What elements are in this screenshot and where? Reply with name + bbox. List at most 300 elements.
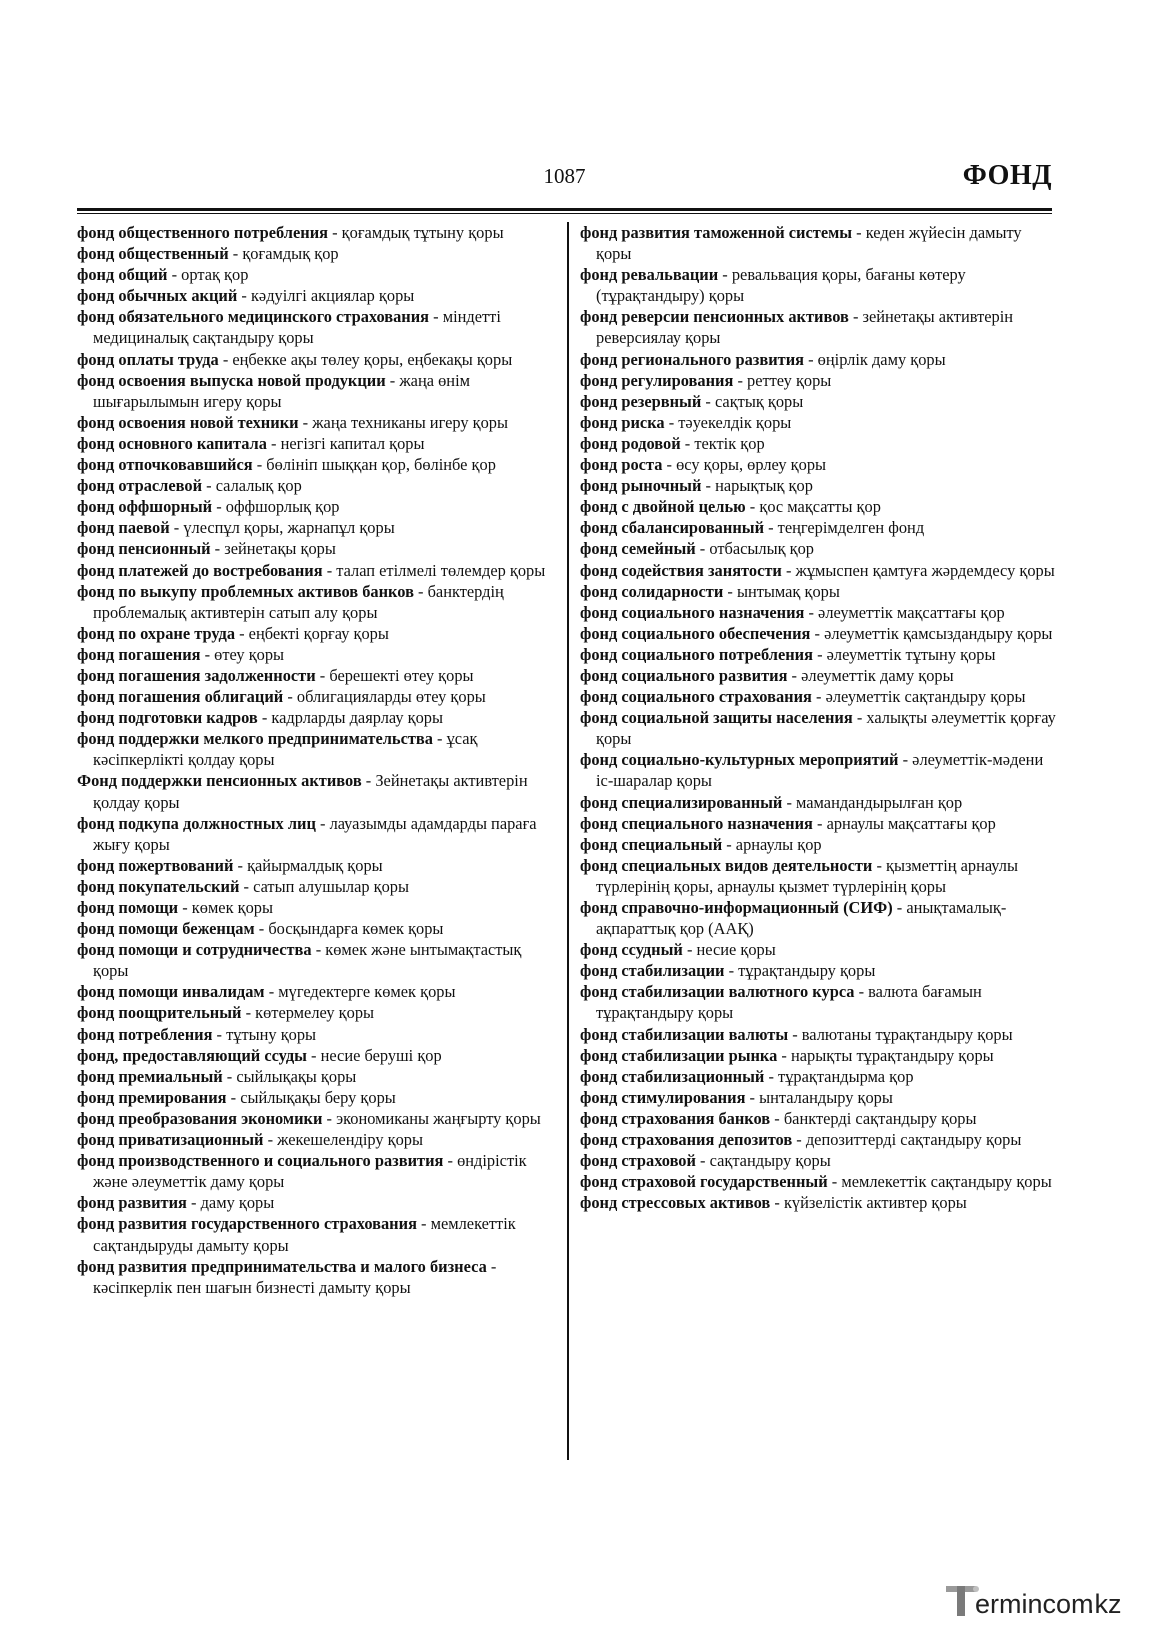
dictionary-entry: [77, 560, 557, 581]
entry-term: фонд регулирования: [580, 370, 734, 390]
entry-term: фонд страховой государственный: [580, 1172, 828, 1192]
entry-term: фонд социального развития: [580, 665, 788, 685]
entry-term: фонд с двойной целью: [580, 497, 746, 517]
dictionary-entry: [580, 306, 1060, 348]
dictionary-entry: [580, 517, 1060, 538]
entry-separator: -: [724, 961, 739, 981]
entry-definition: ұсақ кәсіпкерлікті қолдау қоры: [93, 729, 478, 770]
entry-definition: әлеуметтік даму қоры: [801, 665, 954, 685]
entry-definition: үлеспұл қоры, жарнапұл қоры: [183, 518, 395, 538]
entry-term: фонд специального назначения: [580, 813, 813, 833]
entry-term: фонд развития государственного страхования: [77, 1214, 417, 1234]
entry-term: фонд погашения задолженности: [77, 665, 316, 685]
entry-term: фонд приватизационный: [77, 1130, 264, 1150]
dictionary-entry: [580, 939, 1060, 960]
entry-definition: кәсіпкерлік пен шағын бизнесті дамыту қоры: [93, 1277, 411, 1297]
dictionary-entry: [77, 581, 557, 623]
entry-separator: -: [898, 750, 913, 770]
entry-definition: жекешелендіру қоры: [277, 1130, 424, 1150]
entry-separator: -: [226, 1087, 241, 1107]
entry-term: фонд оффшорный: [77, 497, 213, 517]
entry-separator: -: [228, 244, 243, 264]
entry-term: фонд погашения облигаций: [77, 687, 284, 707]
dictionary-entry: [77, 770, 557, 812]
entry-term: фонд общественного потребления: [77, 223, 329, 242]
entry-separator: -: [770, 1108, 784, 1128]
entry-term: фонд страхования депозитов: [580, 1130, 793, 1150]
dictionary-entry: [77, 623, 557, 644]
entry-definition: әлеуметтік тұтыну қоры: [826, 644, 996, 664]
dictionary-entry: [77, 728, 557, 770]
entry-definition: арнаулы қор: [735, 834, 822, 854]
dictionary-entry: [580, 1045, 1060, 1066]
entry-term: фонд риска: [580, 412, 665, 432]
column-divider: [567, 222, 569, 1460]
dictionary-entry: [580, 370, 1060, 391]
entry-definition: ревальвация қоры, бағаны көтеру (тұрақтандыру) қоры: [596, 265, 966, 306]
entry-separator: -: [486, 1256, 497, 1276]
entry-separator: -: [764, 518, 778, 538]
entry-term: фонд реверсии пенсионных активов: [580, 307, 849, 327]
entry-definition: босқындарға көмек қоры: [268, 919, 444, 939]
entry-definition: тұрақтандырма қор: [778, 1066, 914, 1086]
dictionary-entry: [77, 243, 557, 264]
entry-separator: -: [241, 1003, 256, 1023]
entry-definition: салалық қор: [215, 476, 302, 496]
dictionary-entry: [77, 1108, 557, 1129]
dictionary-entry: [77, 1150, 557, 1192]
dictionary-entry: [77, 876, 557, 897]
entry-definition: экономиканы жаңғырту қоры: [336, 1108, 541, 1128]
dictionary-entry: [77, 412, 557, 433]
entry-definition: кәдуілгі акциялар қоры: [250, 286, 415, 306]
entry-separator: -: [222, 1066, 237, 1086]
page-number: 1087: [543, 164, 586, 188]
entry-term: фонд специальных видов деятельности: [580, 855, 873, 875]
dictionary-entry: [77, 349, 557, 370]
entry-separator: -: [186, 1193, 201, 1213]
dictionary-entry: [580, 349, 1060, 370]
entry-term: фонд ревальвации: [580, 265, 719, 285]
entry-separator: -: [235, 623, 249, 643]
entry-definition: бөлініп шыққан қор, бөлінбе қор: [266, 455, 496, 475]
entry-separator: -: [695, 539, 710, 559]
dictionary-entry: [580, 623, 1060, 644]
entry-separator: -: [361, 771, 376, 791]
entry-separator: -: [812, 644, 827, 664]
entry-definition: лауазымды адамдарды параға жығу қоры: [93, 813, 537, 854]
entry-separator: -: [701, 391, 715, 411]
entry-separator: -: [848, 307, 863, 327]
entry-definition: ынталандыру қоры: [759, 1087, 893, 1107]
running-head-word: ФОНД: [962, 160, 1052, 191]
dictionary-entry: [77, 644, 557, 665]
entry-definition: нарықтық қор: [715, 476, 813, 496]
entry-separator: -: [178, 898, 192, 917]
entry-definition: жаңа өнім шығарылымын игеру қоры: [93, 370, 470, 411]
entry-separator: -: [322, 560, 337, 580]
entry-term: фонд помощи инвалидам: [77, 982, 265, 1002]
dictionary-entry: [77, 1192, 557, 1213]
dictionary-entry: [77, 1002, 557, 1023]
entry-term: фонд по охране труда: [77, 623, 236, 643]
dictionary-entry: [77, 433, 557, 454]
entry-separator: -: [202, 476, 216, 496]
entry-separator: -: [254, 919, 269, 939]
dictionary-entry: [580, 581, 1060, 602]
entry-definition: депозиттерді сақтандыру қоры: [805, 1130, 1022, 1150]
entry-term: фонд страхования банков: [580, 1108, 771, 1128]
entry-definition: сатып алушылар қоры: [253, 876, 410, 896]
entry-term: фонд семейный: [580, 539, 696, 559]
entry-term: фонд ссудный: [580, 940, 683, 960]
entry-definition: өсу қоры, өрлеу қоры: [676, 455, 827, 475]
entry-separator: -: [413, 581, 428, 601]
entry-separator: -: [239, 876, 254, 896]
entry-definition: кадрларды даярлау қоры: [271, 708, 444, 728]
entry-term: фонд премиальный: [77, 1066, 223, 1086]
dictionary-entry: [77, 707, 557, 728]
entry-definition: сыйлықақы қоры: [236, 1066, 357, 1086]
dictionary-entry: [77, 939, 557, 981]
entry-term: фонд солидарности: [580, 581, 724, 601]
entry-definition: несие беруші қор: [320, 1045, 442, 1065]
entry-definition: тәуекелдік қоры: [678, 412, 792, 432]
dictionary-entry: [580, 412, 1060, 433]
entry-term: фонд общественный: [77, 244, 229, 264]
dictionary-entry: [77, 1024, 557, 1045]
entry-term: фонд оплаты труда: [77, 349, 219, 369]
dictionary-entry: [580, 855, 1060, 897]
entry-separator: -: [827, 1172, 842, 1192]
dictionary-entry: [580, 749, 1060, 791]
dictionary-entry: [77, 454, 557, 475]
entry-definition: несие қоры: [696, 940, 776, 960]
dictionary-entry: [580, 792, 1060, 813]
entry-definition: еңбекті қорғау қоры: [248, 623, 389, 643]
entry-separator: -: [804, 349, 818, 369]
entry-term: фонд справочно-информационный (СИФ): [580, 898, 893, 917]
entry-separator: -: [723, 581, 737, 601]
entry-definition: тұтыну қоры: [226, 1024, 317, 1044]
dictionary-entry: [580, 644, 1060, 665]
entry-definition: өтеу қоры: [214, 644, 285, 664]
dictionary-entry: [580, 222, 1060, 264]
entry-definition: халықты әлеуметтік қорғау қоры: [596, 708, 1056, 749]
entry-definition: жаңа техниканы игеру қоры: [312, 412, 509, 432]
dictionary-entry: [77, 897, 557, 918]
dictionary-entry: [580, 1150, 1060, 1171]
dictionary-entry: [580, 538, 1060, 559]
entry-separator: -: [218, 349, 233, 369]
entry-separator: -: [810, 623, 825, 643]
entry-definition: арнаулы мақсаттағы қор: [826, 813, 996, 833]
dictionary-entry: [77, 517, 557, 538]
entry-term: фонд помощи: [77, 898, 179, 917]
entry-term: фонд содействия занятости: [580, 560, 782, 580]
entry-separator: -: [385, 370, 400, 390]
entry-term: фонд обычных акций: [77, 286, 238, 306]
entry-definition: ынтымақ қоры: [736, 581, 840, 601]
entry-term: фонд специализированный: [580, 792, 783, 812]
entry-separator: -: [167, 265, 182, 285]
dictionary-entry: [580, 475, 1060, 496]
entry-definition: оффшорлық қор: [225, 497, 340, 517]
entry-separator: -: [854, 982, 869, 1002]
dictionary-entry: [580, 1192, 1060, 1213]
dictionary-entry: [77, 1256, 557, 1298]
entry-separator: -: [787, 665, 802, 685]
entry-definition: көмек және ынтымақтастық қоры: [93, 940, 522, 981]
entry-separator: -: [664, 412, 679, 432]
entry-definition: даму қоры: [200, 1193, 275, 1213]
entry-definition: қоғамдық тұтыну қоры: [341, 223, 504, 242]
entry-term: фонд социального назначения: [580, 602, 805, 622]
entry-term: фонд стабилизации: [580, 961, 725, 981]
dictionary-entry: [77, 1129, 557, 1150]
dictionary-entry: [580, 496, 1060, 517]
entry-separator: -: [852, 708, 867, 728]
dictionary-entry: [580, 602, 1060, 623]
entry-term: фонд производственного и социального развития: [77, 1151, 444, 1171]
entry-definition: анықтамалық-ақпараттық қор (ААҚ): [596, 898, 1007, 939]
entry-separator: -: [315, 813, 330, 833]
entry-definition: қоғамдық қор: [242, 244, 339, 264]
entry-term: фонд отпочковавшийся: [77, 455, 253, 475]
entry-separator: -: [745, 497, 760, 517]
entry-separator: -: [722, 834, 736, 854]
entry-separator: -: [701, 476, 716, 496]
dictionary-entry: [77, 496, 557, 517]
entry-definition: зейнетақы қоры: [224, 539, 336, 559]
entry-definition: негізгі капитал қоры: [280, 433, 425, 453]
entry-definition: мемлекеттік сақтандыруды дамыту қоры: [93, 1214, 516, 1255]
entry-term: фонд стабилизационный: [580, 1066, 765, 1086]
entry-separator: -: [892, 898, 907, 917]
entry-term: фонд паевой: [77, 518, 170, 538]
entry-definition: өндірістік және әлеуметтік даму қоры: [93, 1151, 527, 1192]
entry-separator: -: [264, 982, 279, 1002]
entry-definition: банктердің проблемалық активтерін сатып алу қоры: [93, 581, 504, 622]
entry-definition: мүгедектерге көмек қоры: [278, 982, 456, 1002]
entry-definition: валюта бағамын тұрақтандыру қоры: [596, 982, 982, 1023]
entry-definition: мамандандырылған қор: [796, 792, 963, 812]
entry-definition: реттеу қоры: [747, 370, 832, 390]
entry-definition: тұрақтандыру қоры: [738, 961, 876, 981]
entry-separator: -: [680, 433, 695, 453]
dictionary-entry: [580, 686, 1060, 707]
entry-term: фонд специальный: [580, 834, 723, 854]
entry-definition: күйзелістік активтер қоры: [783, 1193, 967, 1213]
entry-term: фонд развития: [77, 1193, 187, 1213]
entry-separator: -: [662, 455, 677, 475]
entry-definition: еңбекке ақы төлеу қоры, еңбекақы қоры: [232, 349, 513, 369]
dictionary-entry: [77, 285, 557, 306]
entry-term: фонд обязательного медицинского страхования: [77, 307, 430, 327]
logo-domain: .kz: [1087, 1589, 1122, 1619]
entry-definition: өңірлік даму қоры: [817, 349, 946, 369]
entry-separator: -: [257, 708, 272, 728]
dictionary-entry: [77, 1087, 557, 1108]
entry-definition: әлеуметтік-мәдени іс-шаралар қоры: [596, 750, 1044, 791]
dictionary-entry: [77, 222, 557, 243]
dictionary-entry: [77, 306, 557, 348]
entry-separator: -: [852, 223, 866, 242]
dictionary-entry: [580, 813, 1060, 834]
entry-separator: -: [788, 1024, 802, 1044]
entry-separator: -: [782, 792, 796, 812]
entry-term: фонд стабилизации валюты: [580, 1024, 789, 1044]
dictionary-entry: [580, 1171, 1060, 1192]
entry-definition: сақтық қоры: [714, 391, 804, 411]
entry-separator: -: [811, 687, 826, 707]
entry-definition: көтермелеу қоры: [255, 1003, 375, 1023]
entry-separator: -: [283, 687, 297, 707]
entry-separator: -: [266, 433, 281, 453]
entry-definition: зейнетақы активтерін реверсиялау қоры: [596, 307, 1014, 348]
entry-term: фонд освоения новой техники: [77, 412, 299, 432]
entry-separator: -: [233, 855, 248, 875]
dictionary-entry: [77, 538, 557, 559]
dictionary-entry: [580, 433, 1060, 454]
entry-term: фонд сбалансированный: [580, 518, 765, 538]
entry-term: фонд пенсионный: [77, 539, 211, 559]
entry-term: фонд покупательский: [77, 876, 240, 896]
entry-separator: -: [210, 539, 225, 559]
logo-text: ermincom: [975, 1589, 1094, 1619]
entry-term: фонд развития таможенной системы: [580, 223, 853, 242]
dictionary-entry: [580, 560, 1060, 581]
entry-term: фонд страховой: [580, 1151, 696, 1171]
dictionary-entry: [580, 1108, 1060, 1129]
entry-definition: қос мақсатты қор: [759, 497, 881, 517]
entry-term: фонд помощи беженцам: [77, 919, 255, 939]
entry-term: фонд отраслевой: [77, 476, 203, 496]
dictionary-entry: [77, 264, 557, 285]
entry-definition: кеден жүйесін дамыту қоры: [596, 223, 1022, 264]
entry-term: фонд премирования: [77, 1087, 227, 1107]
dictionary-entry: [580, 1024, 1060, 1045]
entry-separator: -: [252, 455, 267, 475]
entry-term: фонд поддержки мелкого предпринимательства: [77, 729, 433, 749]
entry-term: фонд рыночный: [580, 476, 702, 496]
entry-term: фонд развития предпринимательства и малого бизнеса: [77, 1256, 487, 1276]
entry-separator: -: [872, 855, 886, 875]
entry-term: фонд стрессовых активов: [580, 1193, 771, 1213]
entry-separator: -: [781, 560, 796, 580]
entry-definition: облигацияларды өтеу қоры: [296, 687, 486, 707]
dictionary-entry: [580, 707, 1060, 749]
entry-definition: көмек қоры: [191, 898, 274, 917]
dictionary-entry: [77, 981, 557, 1002]
entry-term: фонд освоения выпуска новой продукции: [77, 370, 386, 390]
dictionary-entry: [580, 981, 1060, 1023]
entry-term: фонд, предоставляющий ссуды: [77, 1045, 307, 1065]
termincom-logo[interactable]: [944, 1580, 1144, 1624]
entry-term: фонд потребления: [77, 1024, 213, 1044]
entry-separator: -: [429, 307, 443, 327]
dictionary-entry: [77, 813, 557, 855]
entry-definition: мемлекеттік сақтандыру қоры: [841, 1172, 1052, 1192]
entry-term: фонд роста: [580, 455, 663, 475]
entry-term: фонд резервный: [580, 391, 702, 411]
entry-term: фонд подкупа должностных лиц: [77, 813, 316, 833]
entry-term: фонд регионального развития: [580, 349, 805, 369]
entry-definition: талап етілмелі төлемдер қоры: [336, 560, 546, 580]
dictionary-entry: [77, 475, 557, 496]
dictionary-entry: [77, 918, 557, 939]
entry-term: фонд платежей до востребования: [77, 560, 323, 580]
entry-definition: ортақ қор: [181, 265, 249, 285]
entry-separator: -: [745, 1087, 760, 1107]
entry-separator: -: [792, 1130, 806, 1150]
entry-separator: -: [322, 1108, 337, 1128]
dictionary-entry: [580, 391, 1060, 412]
entry-term: фонд подготовки кадров: [77, 708, 258, 728]
entry-separator: -: [770, 1193, 784, 1213]
entry-separator: -: [263, 1130, 278, 1150]
entry-term: фонд родовой: [580, 433, 681, 453]
entry-separator: -: [212, 497, 226, 517]
entry-term: фонд социальной защиты населения: [580, 708, 853, 728]
entry-definition: міндетті медициналық сақтандыру қоры: [93, 307, 501, 348]
entry-definition: әлеуметтік мақсаттағы қор: [818, 602, 1005, 622]
entry-term: фонд основного капитала: [77, 433, 267, 453]
dictionary-entry: [77, 1066, 557, 1087]
entry-term: фонд стимулирования: [580, 1087, 746, 1107]
entry-definition: берешекті өтеу қоры: [329, 665, 474, 685]
entry-separator: -: [777, 1045, 791, 1065]
dictionary-entry: [580, 834, 1060, 855]
entry-separator: -: [315, 665, 330, 685]
page-header: [77, 160, 1052, 210]
entry-separator: -: [237, 286, 251, 306]
header-rule-thick: [77, 208, 1052, 211]
entry-term: фонд стабилизации рынка: [580, 1045, 778, 1065]
entry-definition: Зейнетақы активтерін қолдау қоры: [93, 771, 528, 812]
entry-term: Фонд поддержки пенсионных активов: [77, 771, 362, 791]
entry-term: фонд преобразования экономики: [77, 1108, 323, 1128]
entry-definition: әлеуметтік сақтандыру қоры: [825, 687, 1026, 707]
dictionary-entry: [77, 1045, 557, 1066]
entry-definition: сақтандыру қоры: [709, 1151, 831, 1171]
entry-term: фонд пожертвований: [77, 855, 234, 875]
dictionary-entry: [77, 665, 557, 686]
dictionary-entry: [77, 686, 557, 707]
entry-separator: -: [682, 940, 697, 960]
entry-separator: -: [443, 1151, 458, 1171]
dictionary-entry: [580, 1066, 1060, 1087]
entry-definition: жұмыспен қамтуға жәрдемдесу қоры: [795, 560, 1055, 580]
entry-definition: сыйлықақы беру қоры: [240, 1087, 396, 1107]
entry-separator: -: [718, 265, 732, 285]
dictionary-entry: [580, 454, 1060, 475]
entry-term: фонд стабилизации валютного курса: [580, 982, 855, 1002]
entry-term: фонд поощрительный: [77, 1003, 242, 1023]
entry-separator: -: [328, 223, 342, 242]
dictionary-entry: [77, 855, 557, 876]
dictionary-entry: [77, 1213, 557, 1255]
entry-separator: -: [416, 1214, 431, 1234]
entry-definition: қайырмалдық қоры: [247, 855, 383, 875]
entry-separator: -: [212, 1024, 227, 1044]
entry-separator: -: [298, 412, 313, 432]
entry-definition: қызметтің арнаулы түрлерінің қоры, арнаулы қызмет түрлерінің қоры: [596, 855, 1018, 896]
entry-definition: әлеуметтік қамсыздандыру қоры: [824, 623, 1053, 643]
entry-separator: -: [200, 644, 215, 664]
header-rule-thin: [77, 213, 1052, 214]
entry-separator: -: [733, 370, 747, 390]
